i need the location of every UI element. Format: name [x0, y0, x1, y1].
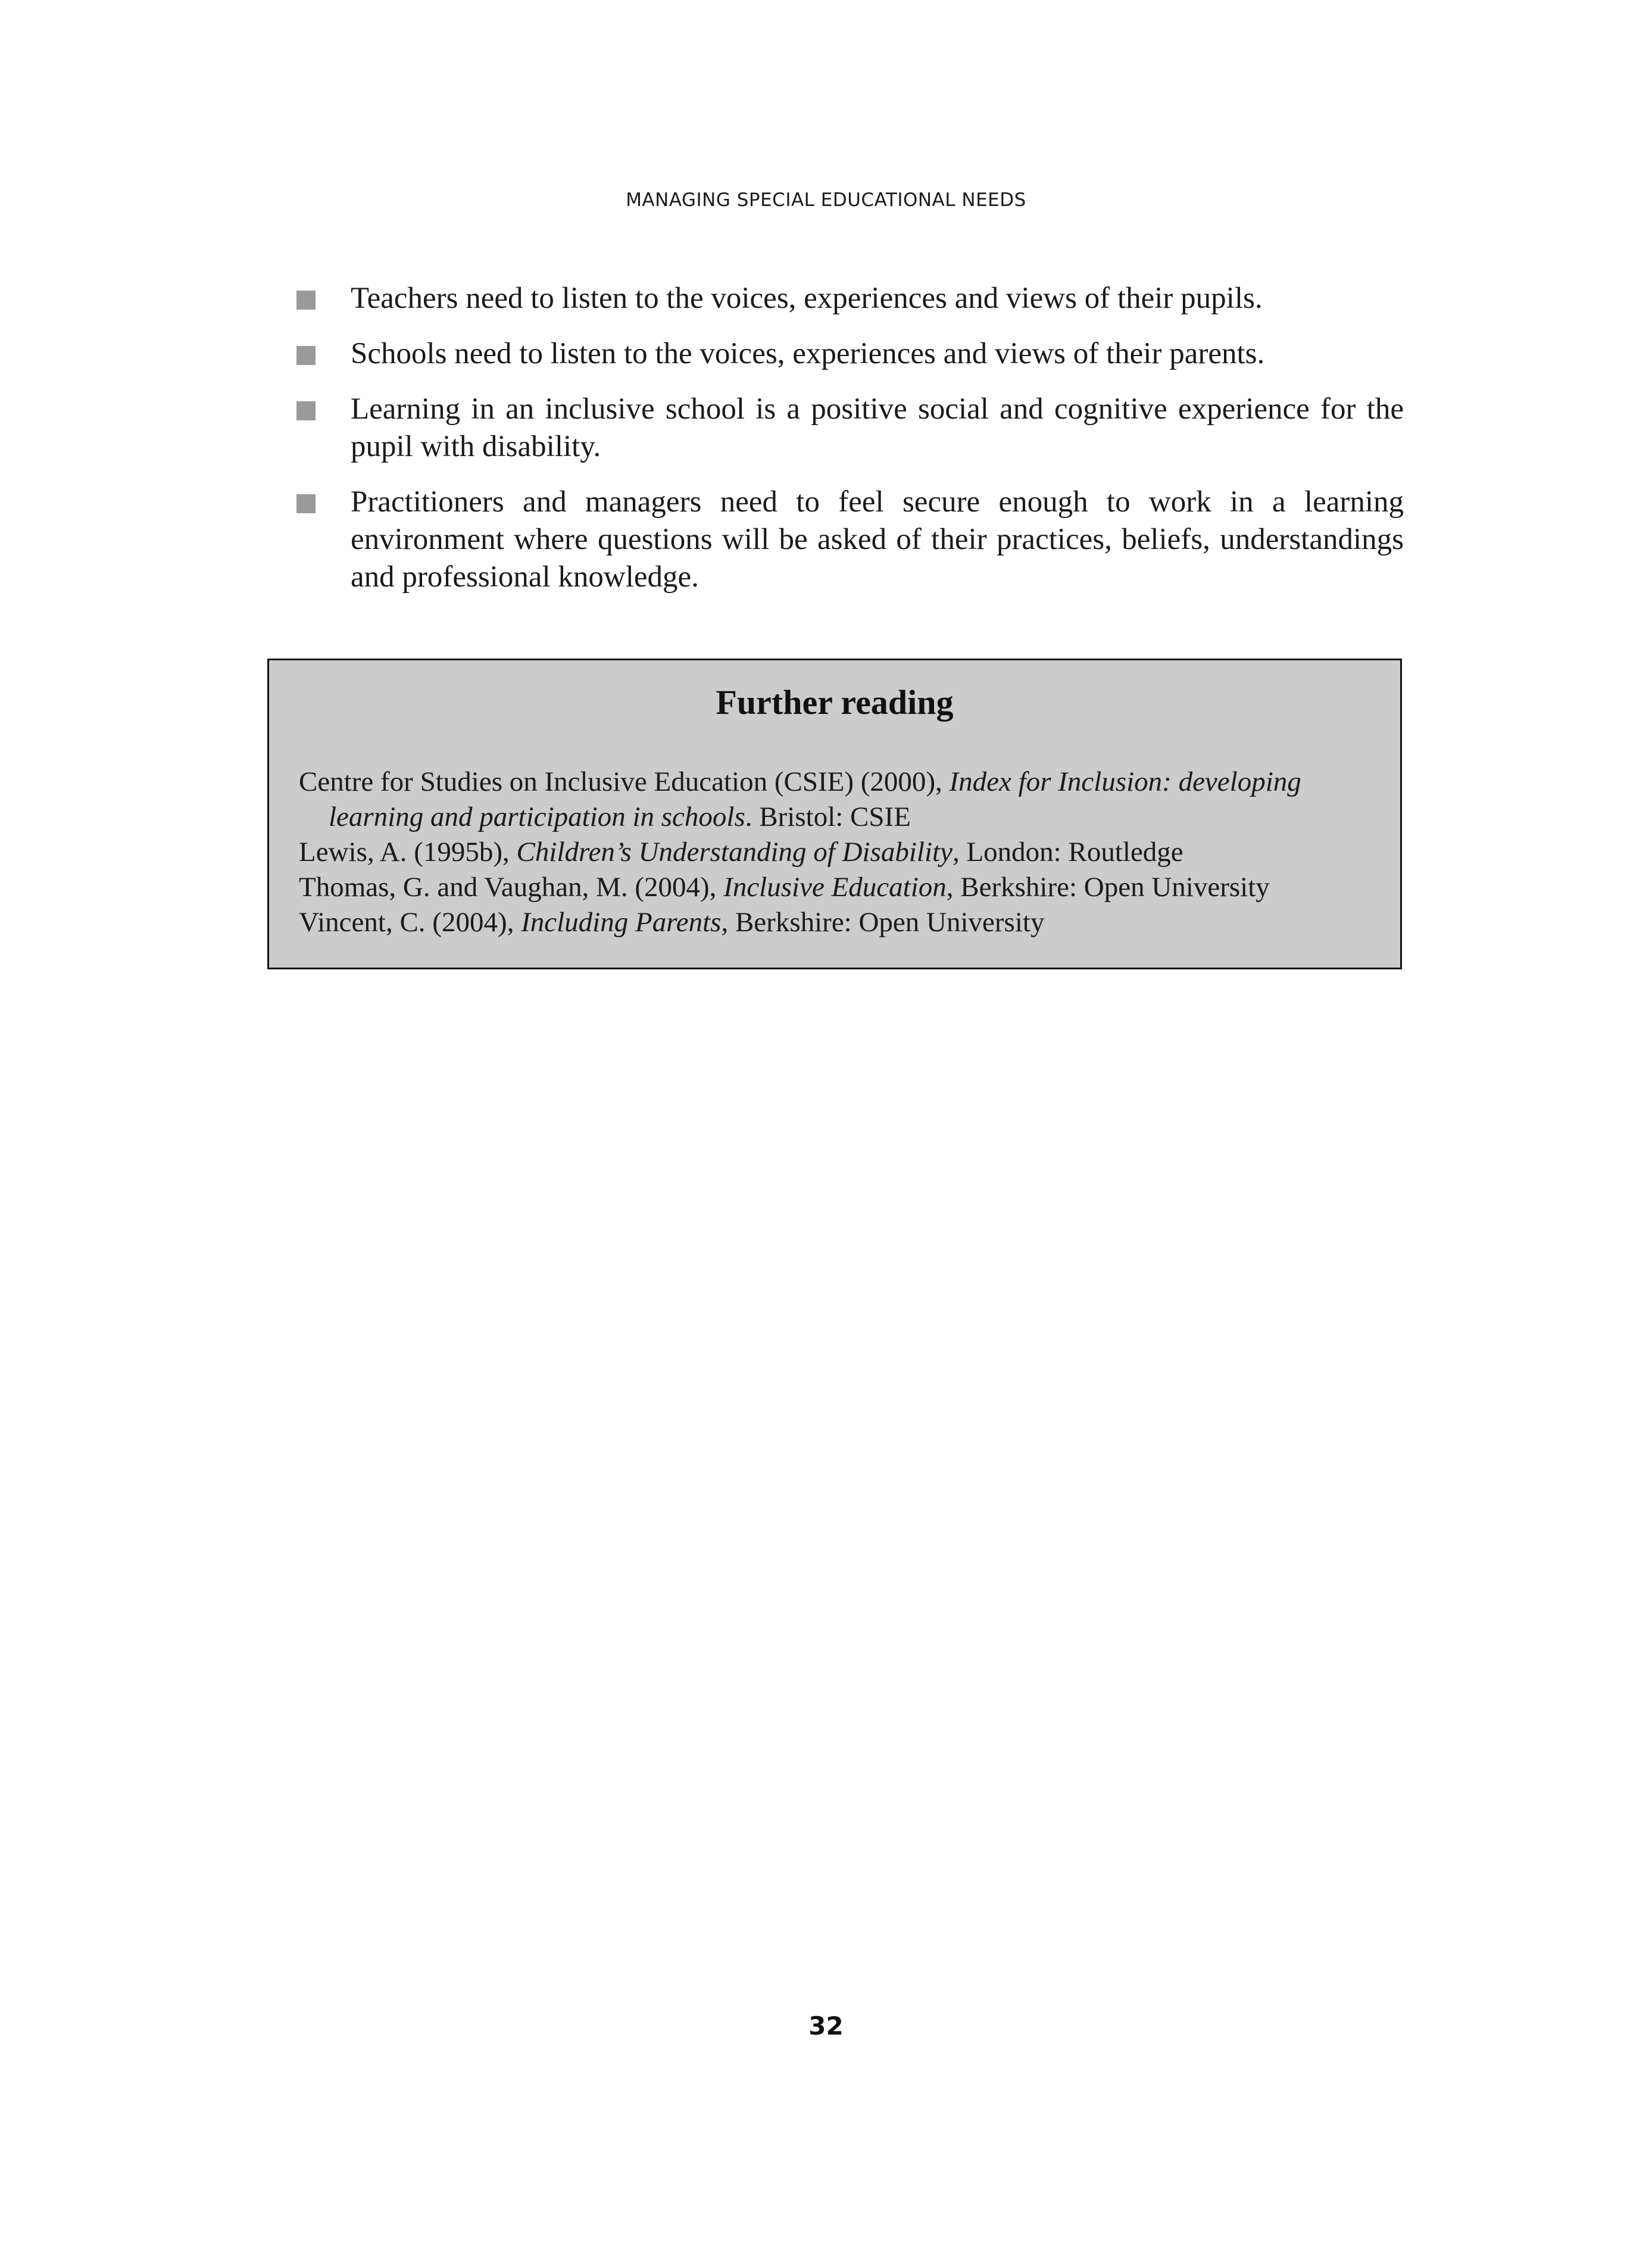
- reference-publisher: , Berkshire: Open University: [946, 872, 1270, 903]
- further-reading-box: [267, 659, 1402, 969]
- running-head: MANAGING SPECIAL EDUCATIONAL NEEDS: [626, 189, 1026, 211]
- reference-title: Inclusive Education: [723, 872, 947, 903]
- bullet-item: [296, 391, 1404, 466]
- reference-title: Index for Inclusion: developing learning and participation in schools: [329, 766, 1301, 832]
- bullet-item: [296, 280, 1404, 317]
- reference-title: Including Parents: [521, 907, 722, 938]
- bullet-item: [296, 483, 1404, 596]
- reference-title: Children’s Understanding of Disability: [516, 837, 953, 868]
- page-number: 32: [808, 2011, 844, 2041]
- bullet-text: Teachers need to listen to the voices, experiences and views of their pupils.: [351, 282, 1263, 315]
- reference-item: [299, 765, 1376, 835]
- reference-item: [299, 835, 1376, 870]
- reference-item: [299, 905, 1376, 940]
- bullet-text: Schools need to listen to the voices, experiences and views of their parents.: [351, 337, 1265, 370]
- reference-list: [299, 765, 1376, 940]
- reference-publisher: , Berkshire: Open University: [721, 907, 1045, 938]
- bullet-text: Learning in an inclusive school is a positive social and cognitive experience for the pupil with disability.: [351, 392, 1404, 463]
- bullet-text: Practitioners and managers need to feel secure enough to work in a learning environment where questions will be asked of their practices, beliefs, understandings and professional knowledge.: [351, 485, 1404, 594]
- reference-author-year: Vincent, C. (2004),: [299, 907, 521, 938]
- reference-author-year: Thomas, G. and Vaughan, M. (2004),: [299, 872, 724, 903]
- bullet-item: [296, 335, 1404, 373]
- further-reading-title: Further reading: [716, 683, 954, 722]
- square-bullet-icon: [296, 494, 316, 513]
- square-bullet-icon: [296, 346, 316, 365]
- square-bullet-icon: [296, 291, 316, 310]
- reference-author-year: Centre for Studies on Inclusive Education (CSIE) (2000),: [299, 766, 950, 797]
- reference-publisher: . Bristol: CSIE: [745, 801, 911, 832]
- reference-publisher: , London: Routledge: [952, 837, 1183, 868]
- reference-author-year: Lewis, A. (1995b),: [299, 837, 517, 868]
- square-bullet-icon: [296, 401, 316, 420]
- bullet-list: [296, 280, 1404, 614]
- reference-item: [299, 870, 1376, 905]
